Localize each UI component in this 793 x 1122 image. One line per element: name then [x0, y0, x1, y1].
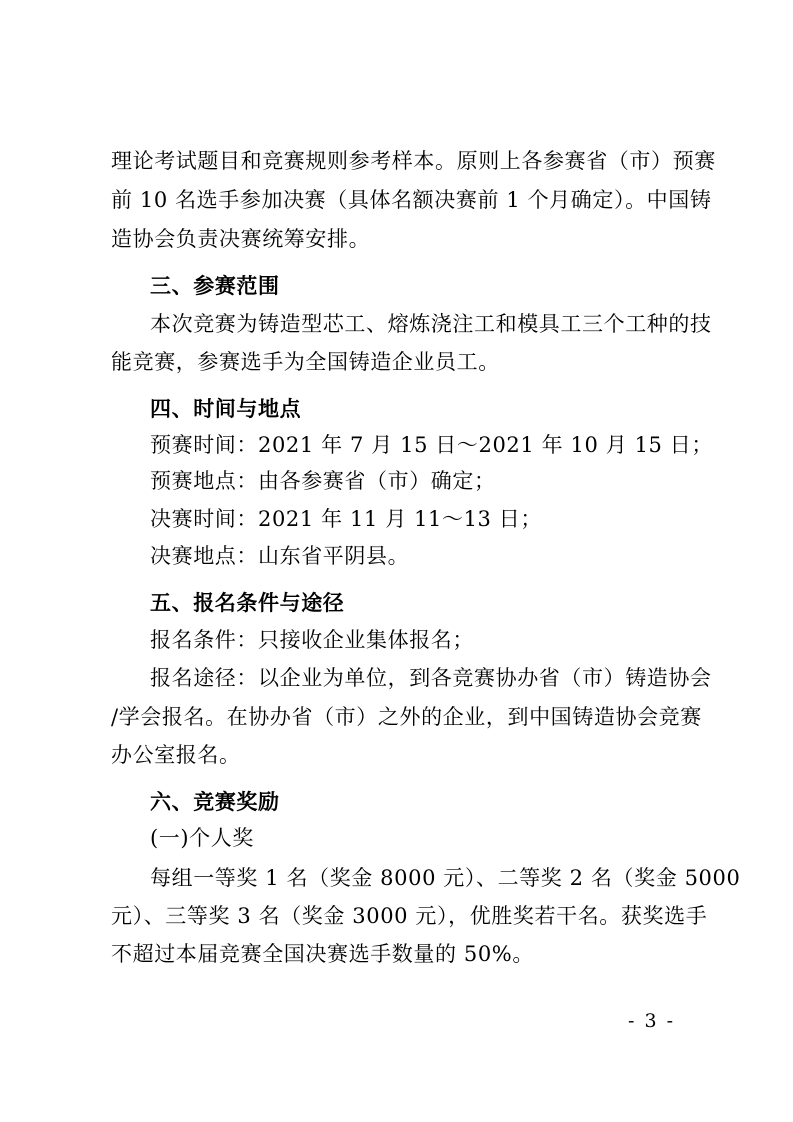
body-text-line: /学会报名。在协办省（市）之外的企业，到中国铸造协会竞赛: [111, 705, 702, 729]
body-text-line: 报名条件：只接收企业集体报名；: [150, 628, 474, 652]
body-text-line: 决赛时间：2021 年 11 月 11～13 日；: [150, 507, 542, 531]
page-number: - 3 -: [628, 1010, 676, 1032]
body-text-line: 元）、三等奖 3 名（奖金 3000 元），优胜奖若干名。获奖选手: [111, 904, 708, 928]
body-text-line: 前 10 名选手参加决赛（具体名额决赛前 1 个月确定）。中国铸: [111, 188, 712, 212]
body-text-line: 预赛时间：2021 年 7 月 15 日～2021 年 10 月 15 日；: [150, 433, 713, 457]
body-text-line: 预赛地点：由各参赛省（市）确定；: [150, 469, 496, 493]
body-text-line: 造协会负责决赛统筹安排。: [111, 227, 371, 251]
body-text-line: 本次竞赛为铸造型芯工、熔炼浇注工和模具工三个工种的技: [150, 312, 712, 336]
section-heading-time-place: 四、时间与地点: [150, 396, 302, 421]
section-heading-scope: 三、参赛范围: [150, 273, 280, 298]
body-text-line: 能竞赛，参赛选手为全国铸造企业员工。: [111, 350, 500, 374]
section-heading-registration: 五、报名条件与途径: [150, 590, 345, 615]
body-text-line: 报名途径：以企业为单位，到各竞赛协办省（市）铸造协会: [150, 666, 712, 690]
body-text-line: 每组一等奖 1 名（奖金 8000 元）、二等奖 2 名（奖金 5000: [150, 866, 741, 890]
body-text-line: 办公室报名。: [111, 743, 241, 767]
body-text-line: 不超过本届竞赛全国决赛选手数量的 50%。: [111, 942, 534, 966]
section-heading-awards: 六、竞赛奖励: [150, 789, 280, 814]
subsection-heading-individual-award: (一)个人奖: [150, 826, 254, 850]
body-text-line: 决赛地点：山东省平阴县。: [150, 544, 410, 568]
body-text-line: 理论考试题目和竞赛规则参考样本。原则上各参赛省（市）预赛: [111, 149, 716, 173]
